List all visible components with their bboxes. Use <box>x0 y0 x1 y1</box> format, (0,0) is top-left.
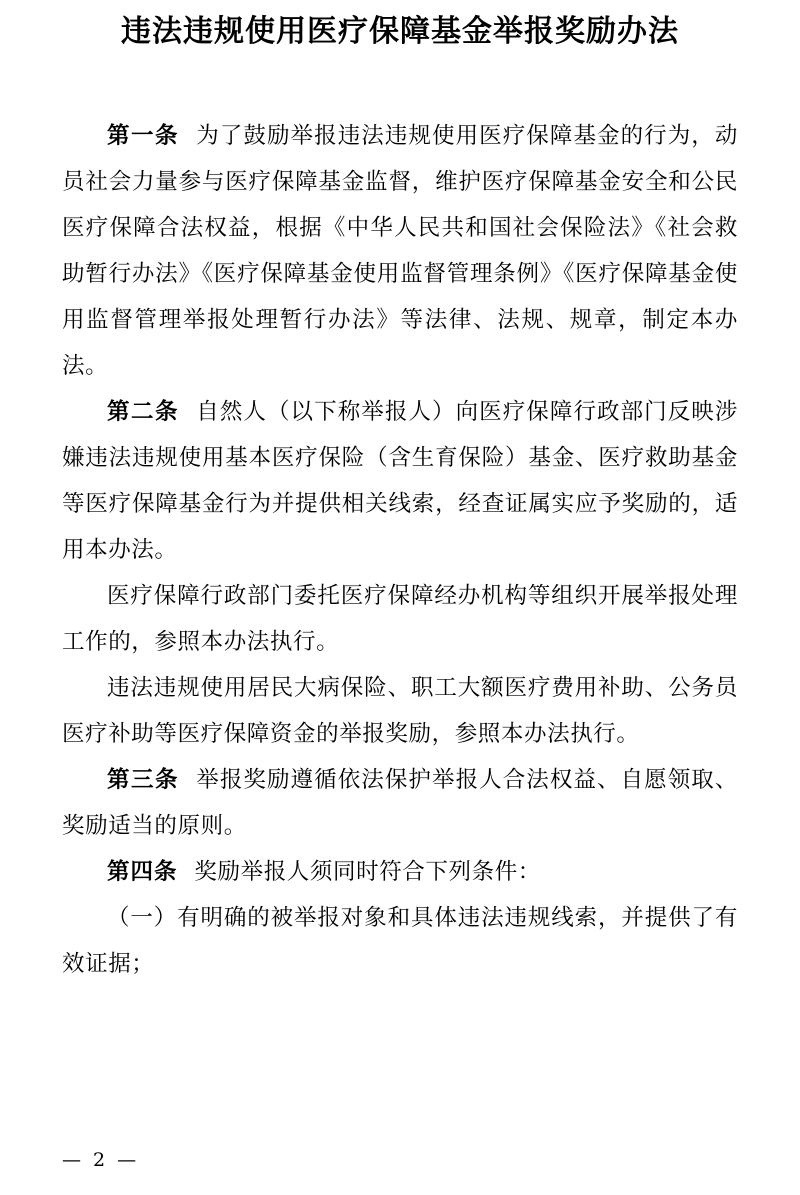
paragraph-text-4: 违法违规使用居民大病保险、职工大额医疗费用补助、公务员医疗补助等医疗保障资金的举报奖励，参照本办法执行。 <box>62 675 738 747</box>
paragraph-text-1: 为了鼓励举报违法违规使用医疗保障基金的行为，动员社会力量参与医疗保障基金监督，维护医疗保障基金安全和公民医疗保障合法权益，根据《中华人民共和国社会保险法》《社会救助暂行办法》《医疗保障基金使用监督管理条例》《医疗保障基金使用监督管理举报处理暂行办法》等法律、法规、规章，制定本办法。 <box>62 123 738 379</box>
paragraph-article-3 <box>62 757 738 849</box>
paragraph-text-7: （一）有明确的被举报对象和具体违法违规线索，并提供了有效证据； <box>62 905 738 977</box>
paragraph-article-4-item-1 <box>62 895 738 987</box>
paragraph-article-2 <box>62 389 738 573</box>
page-title: 违法违规使用医疗保障基金举报奖励办法 <box>121 14 679 49</box>
document-body <box>62 113 738 987</box>
paragraph-text-6: 奖励举报人须同时符合下列条件： <box>194 859 541 885</box>
paragraph-article-2-sub-1 <box>62 573 738 665</box>
page-number: — 2 — <box>62 1149 140 1171</box>
paragraph-article-4 <box>62 849 738 895</box>
article-label-2: 第二条 <box>107 399 179 425</box>
page-footer <box>0 1149 800 1171</box>
paragraph-text-5: 举报奖励遵循依法保护举报人合法权益、自愿领取、奖励适当的原则。 <box>62 767 738 839</box>
paragraph-text-2: 自然人（以下称举报人）向医疗保障行政部门反映涉嫌违法违规使用基本医疗保险（含生育保险）基金、医疗救助基金等医疗保障基金行为并提供相关线索，经查证属实应予奖励的，适用本办法。 <box>62 399 738 563</box>
paragraph-text-3: 医疗保障行政部门委托医疗保障经办机构等组织开展举报处理工作的，参照本办法执行。 <box>62 583 738 655</box>
paragraph-article-2-sub-2 <box>62 665 738 757</box>
document-page <box>0 12 800 1195</box>
article-label-4: 第四条 <box>107 859 178 885</box>
article-label-1: 第一条 <box>107 123 179 149</box>
article-label-3: 第三条 <box>107 767 179 793</box>
paragraph-article-1 <box>62 113 738 389</box>
